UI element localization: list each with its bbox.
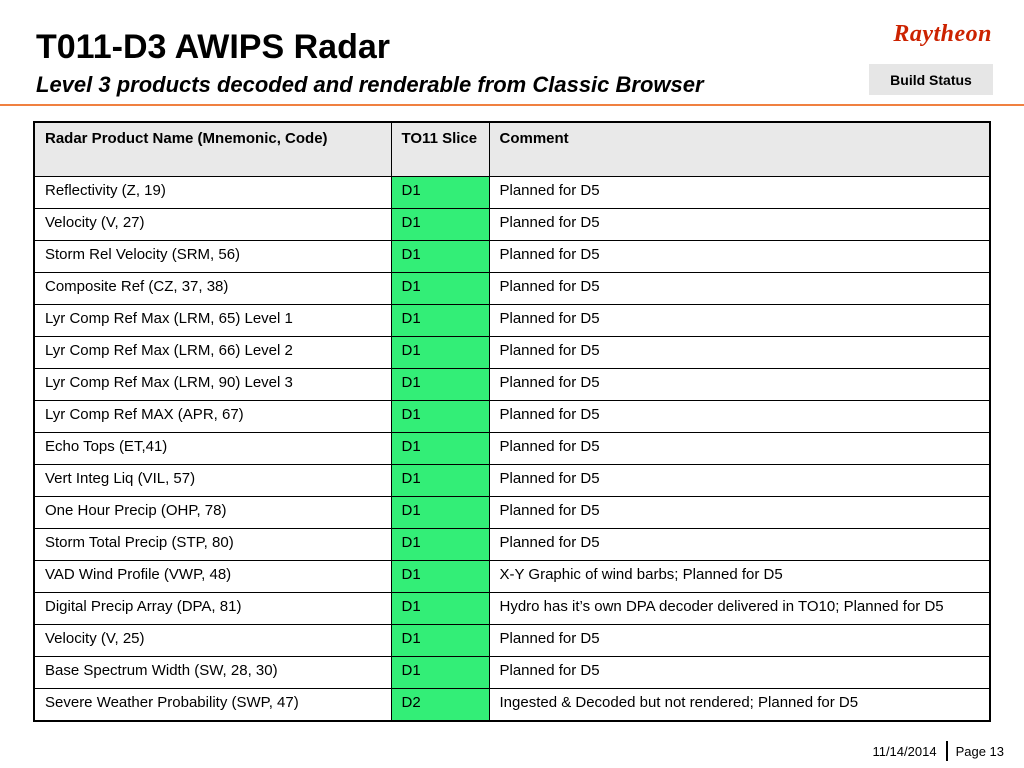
- cell-product: Digital Precip Array (DPA, 81): [34, 593, 391, 625]
- raytheon-logo: Raytheon: [893, 21, 992, 47]
- cell-comment: Planned for D5: [489, 625, 990, 657]
- table-row: [34, 465, 990, 497]
- footer-date: 11/14/2014: [872, 743, 937, 759]
- cell-slice: D1: [391, 401, 489, 433]
- table-row: [34, 657, 990, 689]
- cell-comment: Planned for D5: [489, 433, 990, 465]
- column-header-slice: TO11 Slice: [391, 122, 489, 177]
- cell-product: Reflectivity (Z, 19): [34, 177, 391, 209]
- table-row: [34, 401, 990, 433]
- cell-comment: Planned for D5: [489, 241, 990, 273]
- table-row: [34, 497, 990, 529]
- cell-slice: D1: [391, 305, 489, 337]
- cell-product: One Hour Precip (OHP, 78): [34, 497, 391, 529]
- table-row: [34, 625, 990, 657]
- cell-slice: D1: [391, 177, 489, 209]
- build-status-badge: Build Status: [869, 64, 993, 95]
- cell-comment: Planned for D5: [489, 273, 990, 305]
- cell-comment: Planned for D5: [489, 369, 990, 401]
- cell-comment: Planned for D5: [489, 465, 990, 497]
- table-row: [34, 529, 990, 561]
- cell-product: Severe Weather Probability (SWP, 47): [34, 689, 391, 722]
- column-header-product: Radar Product Name (Mnemonic, Code): [34, 122, 391, 177]
- table-row: [34, 433, 990, 465]
- cell-slice: D1: [391, 209, 489, 241]
- cell-slice: D1: [391, 369, 489, 401]
- table-row: [34, 561, 990, 593]
- cell-comment: Hydro has it’s own DPA decoder delivered in TO10; Planned for D5: [489, 593, 990, 625]
- cell-comment: Planned for D5: [489, 305, 990, 337]
- cell-slice: D1: [391, 273, 489, 305]
- cell-slice: D1: [391, 529, 489, 561]
- column-header-comment: Comment: [489, 122, 990, 177]
- cell-product: Lyr Comp Ref Max (LRM, 66) Level 2: [34, 337, 391, 369]
- cell-slice: D1: [391, 465, 489, 497]
- cell-product: Base Spectrum Width (SW, 28, 30): [34, 657, 391, 689]
- cell-comment: X-Y Graphic of wind barbs; Planned for D5: [489, 561, 990, 593]
- cell-comment: Planned for D5: [489, 497, 990, 529]
- footer-separator: [946, 741, 948, 761]
- table-row: [34, 241, 990, 273]
- table-row: [34, 273, 990, 305]
- table-row: [34, 337, 990, 369]
- cell-comment: Ingested & Decoded but not rendered; Planned for D5: [489, 689, 990, 722]
- cell-product: Composite Ref (CZ, 37, 38): [34, 273, 391, 305]
- header-divider: [0, 104, 1024, 106]
- cell-product: Lyr Comp Ref Max (LRM, 65) Level 1: [34, 305, 391, 337]
- cell-product: Echo Tops (ET,41): [34, 433, 391, 465]
- radar-products-table: [33, 121, 991, 722]
- cell-product: VAD Wind Profile (VWP, 48): [34, 561, 391, 593]
- cell-product: Velocity (V, 27): [34, 209, 391, 241]
- cell-comment: Planned for D5: [489, 177, 990, 209]
- footer-page-number: Page 13: [955, 743, 1004, 759]
- table-row: [34, 593, 990, 625]
- footer: [872, 740, 1004, 762]
- cell-slice: D2: [391, 689, 489, 722]
- cell-comment: Planned for D5: [489, 209, 990, 241]
- table-row: [34, 369, 990, 401]
- cell-product: Lyr Comp Ref Max (LRM, 90) Level 3: [34, 369, 391, 401]
- table-row: [34, 305, 990, 337]
- slide-title: T011-D3 AWIPS Radar: [36, 28, 390, 66]
- cell-comment: Planned for D5: [489, 401, 990, 433]
- cell-product: Velocity (V, 25): [34, 625, 391, 657]
- cell-slice: D1: [391, 241, 489, 273]
- cell-product: Storm Total Precip (STP, 80): [34, 529, 391, 561]
- cell-slice: D1: [391, 561, 489, 593]
- cell-slice: D1: [391, 433, 489, 465]
- cell-slice: D1: [391, 593, 489, 625]
- slide-subtitle: Level 3 products decoded and renderable from Classic Browser: [36, 72, 704, 97]
- cell-product: Storm Rel Velocity (SRM, 56): [34, 241, 391, 273]
- cell-comment: Planned for D5: [489, 337, 990, 369]
- cell-product: Lyr Comp Ref MAX (APR, 67): [34, 401, 391, 433]
- cell-comment: Planned for D5: [489, 529, 990, 561]
- table-header-row: [34, 122, 990, 177]
- radar-products-table-container: [33, 121, 991, 722]
- table-row: [34, 177, 990, 209]
- cell-product: Vert Integ Liq (VIL, 57): [34, 465, 391, 497]
- table-row: [34, 689, 990, 722]
- cell-slice: D1: [391, 625, 489, 657]
- cell-slice: D1: [391, 497, 489, 529]
- cell-slice: D1: [391, 657, 489, 689]
- cell-slice: D1: [391, 337, 489, 369]
- cell-comment: Planned for D5: [489, 657, 990, 689]
- table-body: [34, 177, 990, 722]
- table-row: [34, 209, 990, 241]
